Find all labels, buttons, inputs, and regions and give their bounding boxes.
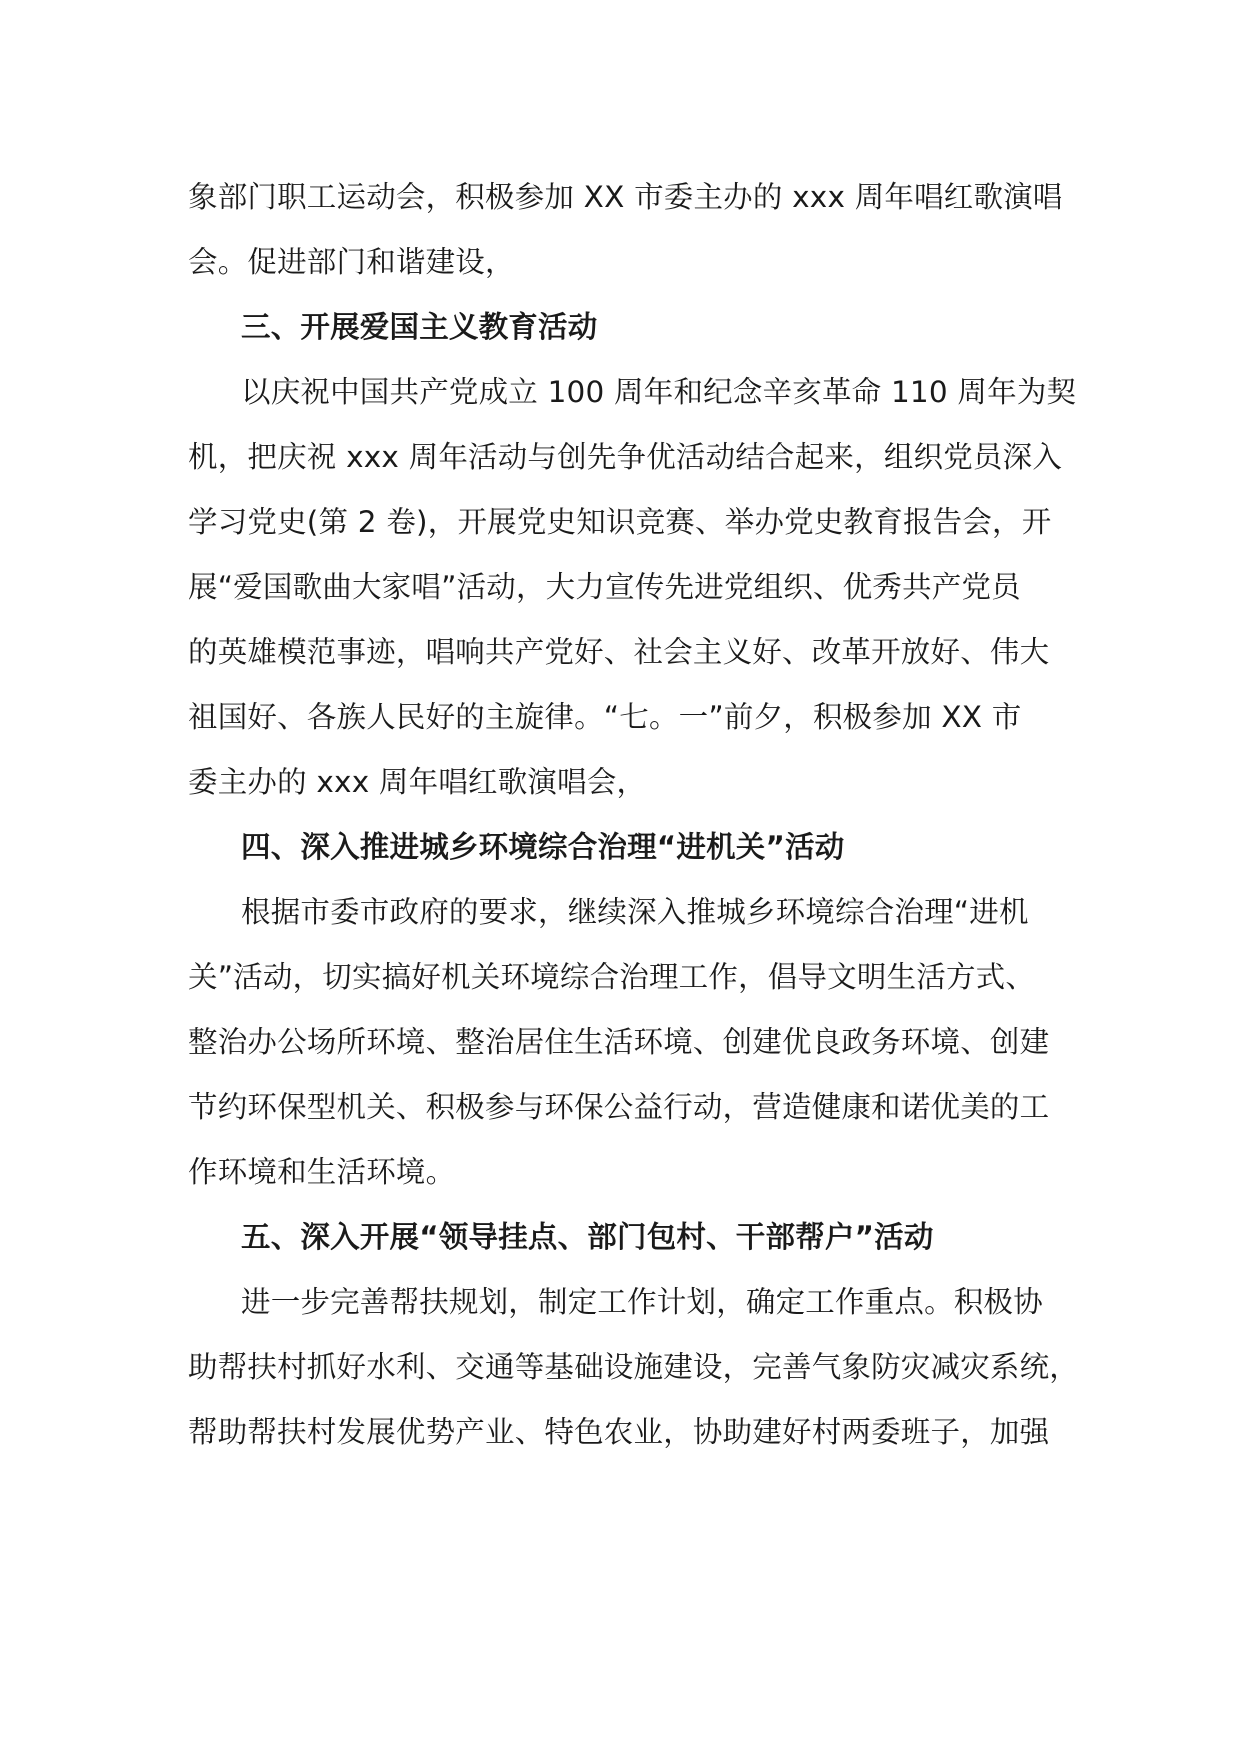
document-page [188,165,1078,1465]
paragraph-line: 的英雄模范事迹，唱响共产党好、社会主义好、改革开放好、伟大 [188,635,1050,669]
paragraph-line: 委主办的 xxx 周年唱红歌演唱会， [188,765,647,799]
paragraph-line: 展“爱国歌曲大家唱”活动，大力宣传先进党组织、优秀共产党员 [188,570,1021,604]
paragraph-line: 作环境和生活环境。 [188,1155,456,1189]
paragraph-line: 以庆祝中国共产党成立 100 周年和纪念辛亥革命 110 周年为契 [241,375,1077,409]
paragraph-line: 根据市委市政府的要求，继续深入推城乡环境综合治理“进机 [241,895,1029,929]
section-heading-4: 四、深入推进城乡环境综合治理“进机关”活动 [241,830,845,864]
section-heading-3: 三、开展爱国主义教育活动 [241,310,598,344]
paragraph-line: 象部门职工运动会，积极参加 XX 市委主办的 xxx 周年唱红歌演唱 [188,180,1063,214]
paragraph-line: 关”活动，切实搞好机关环境综合治理工作，倡导文明生活方式、 [188,960,1036,994]
paragraph-line: 进一步完善帮扶规划，制定工作计划，确定工作重点。积极协 [241,1285,1043,1319]
paragraph-line: 节约环保型机关、积极参与环保公益行动，营造健康和诺优美的工 [188,1090,1050,1124]
paragraph-line: 祖国好、各族人民好的主旋律。“七。一”前夕，积极参加 XX 市 [188,700,1022,734]
paragraph-line: 学习党史(第 2 卷)，开展党史知识竞赛、举办党史教育报告会，开 [188,505,1052,539]
section-heading-5: 五、深入开展“领导挂点、部门包村、干部帮户”活动 [241,1220,934,1254]
paragraph-line: 帮助帮扶村发展优势产业、特色农业，协助建好村两委班子，加强 [188,1415,1050,1449]
paragraph-line: 助帮扶村抓好水利、交通等基础设施建设，完善气象防灾减灾系统， [188,1350,1080,1384]
paragraph-line: 会。促进部门和谐建设， [188,245,515,279]
paragraph-line: 整治办公场所环境、整治居住生活环境、创建优良政务环境、创建 [188,1025,1050,1059]
paragraph-line: 机，把庆祝 xxx 周年活动与创先争优活动结合起来，组织党员深入 [188,440,1063,474]
